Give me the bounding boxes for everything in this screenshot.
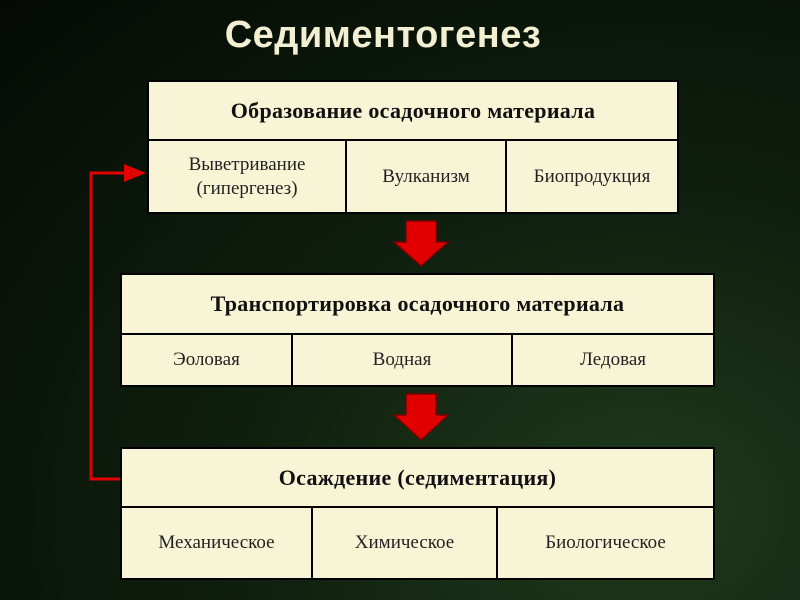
feedback-loop-line bbox=[91, 173, 128, 479]
stage-deposition-heading: Осаждение (седиментация) bbox=[120, 447, 715, 508]
down-arrow-icon bbox=[394, 221, 448, 266]
stage-formation-heading: Образование осадочного материала bbox=[147, 80, 679, 141]
arrow-right-icon bbox=[124, 164, 146, 182]
stage-formation-item-weathering: Выветривание (гипергенез) bbox=[147, 141, 347, 214]
stage-formation-item-volcanism: Вулканизм bbox=[347, 141, 507, 214]
slide-title: Седиментогенез bbox=[224, 14, 542, 56]
stage-transport-item-aeolian: Эоловая bbox=[120, 335, 293, 387]
stage-deposition-item-biological: Биологическое bbox=[498, 508, 715, 580]
down-arrow-icon bbox=[394, 394, 448, 440]
stage-formation-item-bioproduction: Биопродукция bbox=[507, 141, 679, 214]
stage-deposition-item-mechanical: Механическое bbox=[120, 508, 313, 580]
stage-transport-item-glacial: Ледовая bbox=[513, 335, 715, 387]
stage-transport-heading: Транспортировка осадочного материала bbox=[120, 273, 715, 335]
stage-transport-item-water: Водная bbox=[293, 335, 513, 387]
stage-deposition-item-chemical: Химическое bbox=[313, 508, 498, 580]
